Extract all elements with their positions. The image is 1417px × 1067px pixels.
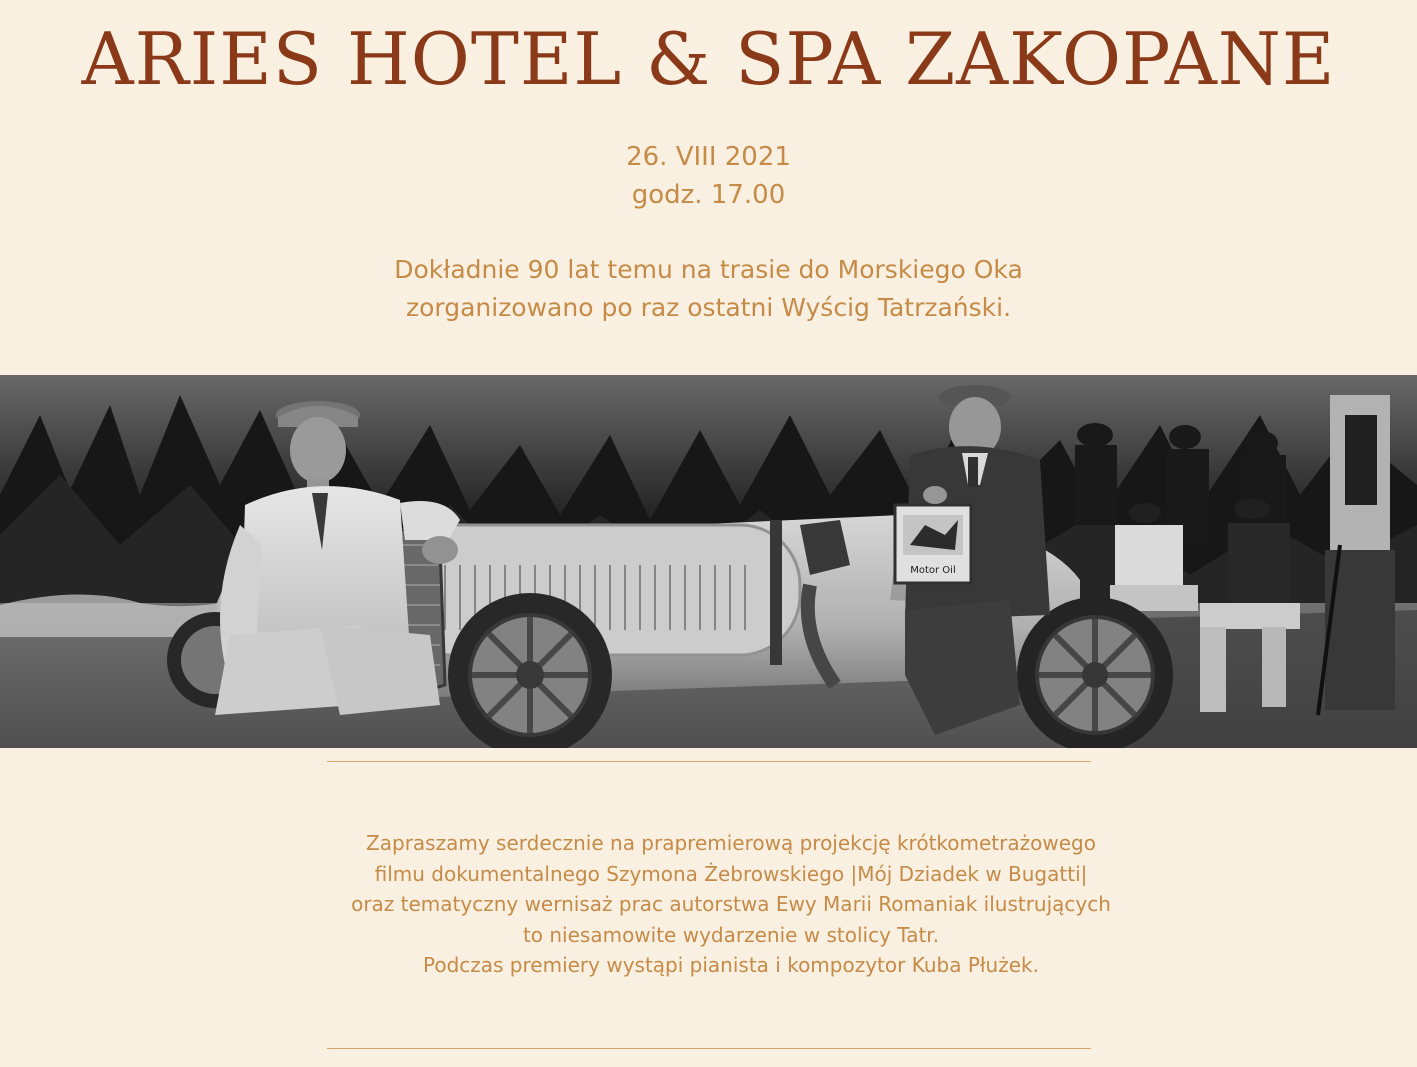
description-line: filmu dokumentalnego Szymona Żebrowskiego |Mój Dziadek w Bugatti| bbox=[374, 861, 1088, 886]
event-date: 26. VIII 2021 bbox=[626, 142, 791, 172]
oil-can-label: Motor Oil bbox=[910, 565, 956, 576]
description-line: oraz tematyczny wernisaż prac autorstwa Ewy Marii Romaniak ilustrujących bbox=[351, 892, 1111, 916]
intro-text bbox=[0, 251, 1417, 327]
event-description bbox=[0, 828, 1417, 981]
page-title: ARIES HOTEL & SPA ZAKOPANE bbox=[81, 17, 1336, 101]
divider-bottom bbox=[327, 1048, 1091, 1049]
historic-race-photo bbox=[0, 375, 1417, 748]
intro-line: zorganizowano po raz ostatni Wyścig Tatrzański. bbox=[405, 293, 1012, 322]
divider-top bbox=[327, 761, 1091, 762]
description-line: Podczas premiery wystąpi pianista i kompozytor Kuba Płużek. bbox=[423, 953, 1039, 977]
description-line: Zapraszamy serdecznie na prapremierową projekcję krótkometrażowego bbox=[366, 831, 1096, 855]
description-line: to niesamowite wydarzenie w stolicy Tatr. bbox=[522, 922, 940, 947]
intro-line: Dokładnie 90 lat temu na trasie do Morskiego Oka bbox=[394, 255, 1023, 284]
event-datetime bbox=[0, 138, 1417, 214]
event-time: godz. 17.00 bbox=[631, 180, 786, 210]
